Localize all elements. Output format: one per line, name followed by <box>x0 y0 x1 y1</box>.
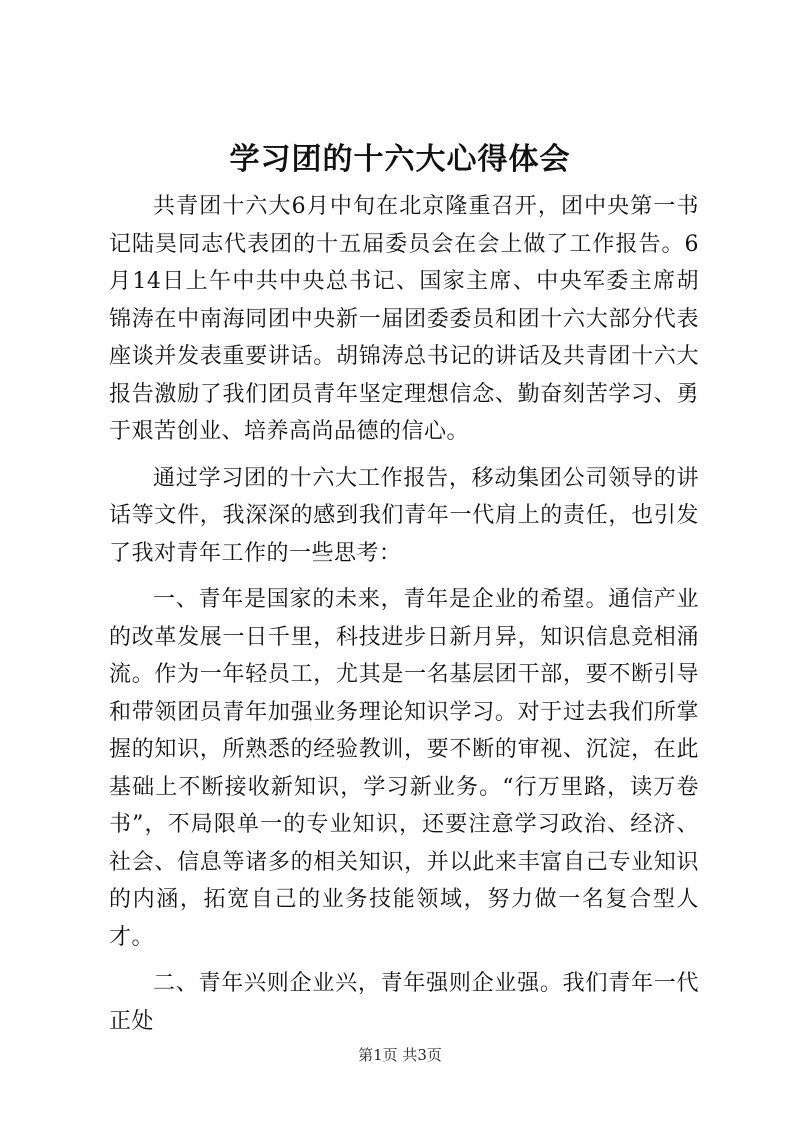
body-paragraph-2: 通过学习团的十六大工作报告，移动集团公司领导的讲话等文件，我深深的感到我们青年一代肩上的责任，也引发了我对青年工作的一些思考： <box>109 465 699 566</box>
document-title: 学习团的十六大心得体会 <box>229 142 571 177</box>
body-paragraph-1: 共青团十六大6月中旬在北京隆重召开，团中央第一书记陆昊同志代表团的十五届委员会在会上做了工作报告。6月14日上午中共中央总书记、国家主席、中央军委主席胡锦涛在中南海同团中央新一届团委委员和团十六大部分代表座谈并发表重要讲话。胡锦涛总书记的讲话及共青团十六大报告激励了我们团员青年坚定理想信念、勤奋刻苦学习、勇于艰苦创业、培养高尚品德的信心。 <box>109 194 699 444</box>
document-body <box>109 188 699 1040</box>
body-paragraph-4: 二、青年兴则企业兴，青年强则企业强。我们青年一代正处 <box>109 971 699 1034</box>
page-number-footer: 第1页 共3页 <box>358 1046 442 1064</box>
body-paragraph-3: 一、青年是国家的未来，青年是企业的希望。通信产业的改革发展一日千里，科技进步日新月异，知识信息竞相涌流。作为一年轻员工，尤其是一名基层团干部，要不断引导和带领团员青年加强业务理论知识学习。对于过去我们所掌握的知识，所熟悉的经验教训，要不断的审视、沉淀，在此基础上不断接收新知识，学习新业务。“行万里路，读万卷书”，不局限单一的专业知识，还要注意学习政治、经济、社会、信息等诸多的相关知识，并以此来丰富自己专业知识的内涵，拓宽自己的业务技能领域，努力做一名复合型人才。 <box>109 587 699 950</box>
